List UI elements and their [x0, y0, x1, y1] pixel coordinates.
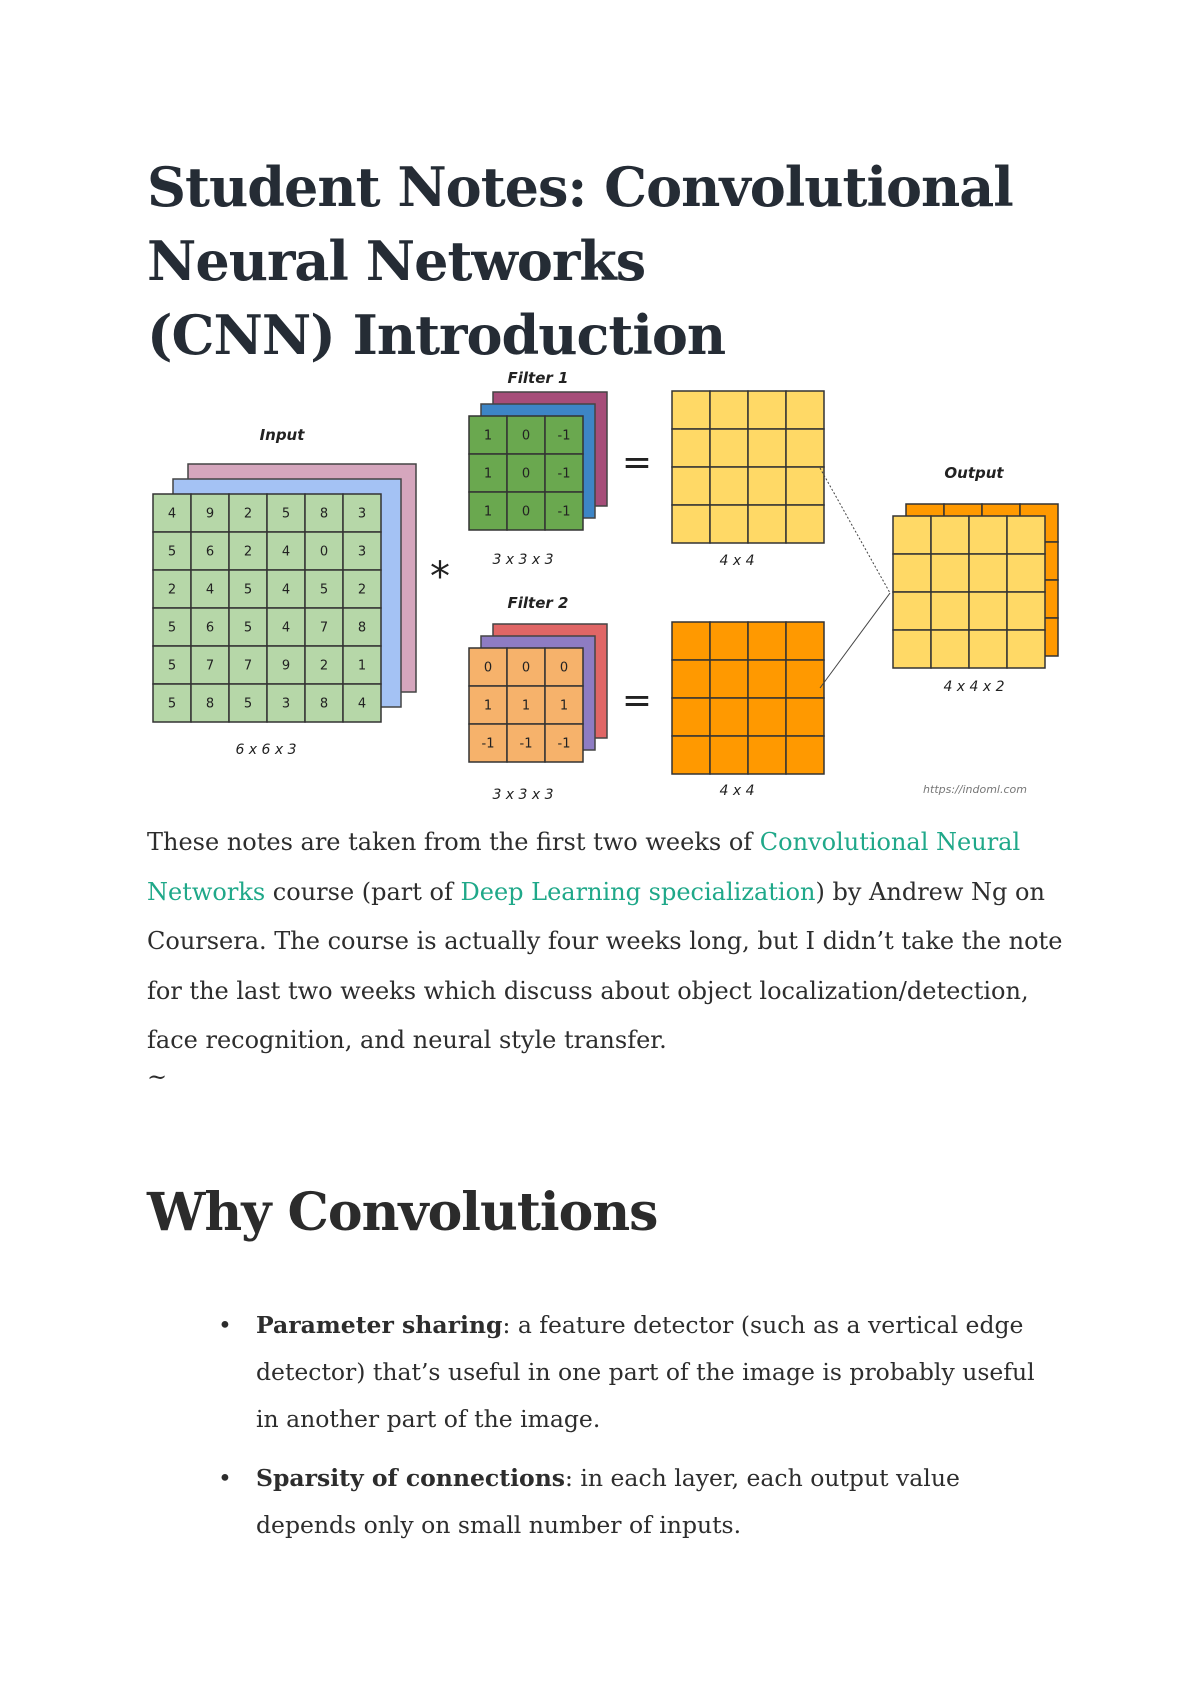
grid-cell: [786, 698, 824, 736]
grid-cell: [969, 630, 1007, 668]
grid-cell-value: 0: [521, 504, 531, 520]
grid-cell: [786, 505, 824, 543]
grid-cell: [931, 630, 969, 668]
grid-cell: [786, 429, 824, 467]
grid-cell-value: 8: [205, 696, 215, 712]
grid-cell-value: 5: [167, 696, 177, 712]
title-line-1: Student Notes: Convolutional: [147, 155, 1013, 219]
grid-cell-value: 2: [243, 544, 253, 560]
grid-cell: [672, 467, 710, 505]
grid-cell-value: 3: [281, 696, 291, 712]
grid-cell: [710, 391, 748, 429]
grid-cell: [672, 622, 710, 660]
output-label: Output: [944, 464, 1004, 482]
grid-cell: [931, 592, 969, 630]
grid-cell-value: 0: [483, 660, 493, 676]
grid-cell-value: -1: [557, 736, 571, 752]
grid-cell-value: 6: [205, 620, 215, 636]
grid-cell-value: 2: [319, 658, 329, 674]
intro-paragraph: [147, 818, 1067, 1066]
grid-cell: [893, 630, 931, 668]
equals-symbol-1: =: [621, 442, 653, 483]
grid-cell-value: -1: [519, 736, 533, 752]
grid-cell-value: 1: [357, 658, 367, 674]
grid-cell-value: 4: [281, 582, 291, 598]
grid-cell: [969, 592, 1007, 630]
input-label: Input: [259, 426, 305, 444]
grid-cell-value: 6: [205, 544, 215, 560]
grid-cell-value: 8: [357, 620, 367, 636]
filter-1-channel-front: [469, 416, 583, 530]
link-convolutional-neural-networks[interactable]: Convolutional Neural Networks: [147, 828, 1021, 906]
grid-cell-value: 9: [205, 506, 215, 522]
intro-text-3: ) by Andrew Ng on Coursera. The course is actually four weeks long, but I didn’t take the note for the last two weeks which discuss about object localization/detection, face recognition, and neural style transfer.: [147, 877, 1063, 1054]
bullet-text: : in each layer, each output value depends only on small number of inputs.: [256, 1464, 960, 1539]
grid-cell-value: 1: [521, 698, 531, 714]
filter-2-label: Filter 2: [507, 594, 569, 612]
grid-cell-value: -1: [557, 428, 571, 444]
convolve-symbol: *: [430, 554, 450, 600]
filter-2-volume: [469, 594, 607, 803]
grid-cell: [893, 554, 931, 592]
grid-cell: [672, 391, 710, 429]
grid-cell: [1007, 516, 1045, 554]
grid-cell-value: 5: [243, 696, 253, 712]
grid-cell: [969, 516, 1007, 554]
grid-cell: [748, 505, 786, 543]
grid-cell-value: 5: [167, 544, 177, 560]
grid-cell-value: 5: [243, 620, 253, 636]
section-heading-why-convolutions: Why Convolutions: [147, 1182, 658, 1243]
grid-cell: [893, 516, 931, 554]
grid-cell: [969, 554, 1007, 592]
grid-cell: [710, 736, 748, 774]
title-line-3: (CNN) Introduction: [147, 303, 726, 367]
grid-cell-value: 0: [319, 544, 329, 560]
grid-cell-value: 8: [319, 506, 329, 522]
grid-cell: [786, 660, 824, 698]
grid-cell-value: 0: [521, 466, 531, 482]
filter-1-label: Filter 1: [507, 369, 569, 387]
filter-2-dims-label: 3 x 3 x 3: [492, 787, 554, 803]
tilde-separator: ~: [147, 1063, 168, 1091]
result-2-dims-label: 4 x 4: [719, 783, 755, 799]
grid-cell-value: 4: [281, 620, 291, 636]
grid-cell: [748, 660, 786, 698]
input-dims-label: 6 x 6 x 3: [235, 742, 297, 758]
grid-cell: [786, 391, 824, 429]
bullet-term: Parameter sharing: [256, 1311, 503, 1339]
grid-cell-value: 0: [559, 660, 569, 676]
grid-cell: [748, 698, 786, 736]
grid-cell: [1007, 592, 1045, 630]
grid-cell: [748, 736, 786, 774]
filter-1-volume: [469, 369, 607, 568]
grid-cell: [672, 660, 710, 698]
grid-cell-value: -1: [481, 736, 495, 752]
grid-cell: [672, 736, 710, 774]
grid-cell: [786, 736, 824, 774]
grid-cell: [672, 698, 710, 736]
grid-cell-value: 8: [319, 696, 329, 712]
grid-cell: [786, 467, 824, 505]
grid-cell-value: 7: [243, 658, 253, 674]
result-2-map: [672, 622, 824, 774]
result-1-map: [672, 391, 824, 543]
grid-cell: [931, 554, 969, 592]
grid-cell-value: 0: [521, 660, 531, 676]
grid-cell: [893, 592, 931, 630]
grid-cell-value: 1: [559, 698, 569, 714]
connector-line-1: [820, 468, 890, 593]
grid-cell-value: 2: [243, 506, 253, 522]
grid-cell: [710, 467, 748, 505]
filter-2-channel-front: [469, 648, 583, 762]
grid-cell-value: 4: [205, 582, 215, 598]
list-item: [218, 1302, 1056, 1443]
source-url-watermark: https://indoml.com: [923, 783, 1027, 796]
grid-cell: [748, 391, 786, 429]
grid-cell-value: 5: [281, 506, 291, 522]
title-line-2: Neural Networks: [147, 229, 646, 293]
grid-cell-value: 7: [205, 658, 215, 674]
grid-cell: [710, 660, 748, 698]
grid-cell-value: 1: [483, 466, 493, 482]
grid-cell: [710, 429, 748, 467]
grid-cell: [931, 516, 969, 554]
grid-cell-value: -1: [557, 504, 571, 520]
bullet-glyph: •: [218, 1311, 232, 1339]
why-convolutions-list: [218, 1302, 1056, 1561]
grid-cell-value: 5: [243, 582, 253, 598]
bullet-glyph: •: [218, 1464, 232, 1492]
grid-cell: [748, 622, 786, 660]
grid-cell-value: 4: [357, 696, 367, 712]
grid-cell: [748, 429, 786, 467]
grid-cell: [1007, 630, 1045, 668]
grid-cell-value: 9: [281, 658, 291, 674]
output-channel-front: [893, 516, 1045, 668]
grid-cell-value: 1: [483, 504, 493, 520]
grid-cell-value: 3: [357, 506, 367, 522]
grid-cell: [786, 622, 824, 660]
bullet-text: : a feature detector (such as a vertical edge detector) that’s useful in one part of the image is probably useful in another part of the image.: [256, 1311, 1035, 1433]
grid-cell: [710, 698, 748, 736]
grid-cell: [672, 505, 710, 543]
output-volume: [893, 464, 1058, 695]
page-title: [147, 150, 1047, 372]
input-channel-front: [153, 494, 381, 722]
grid-cell-value: 2: [167, 582, 177, 598]
grid-cell-value: -1: [557, 466, 571, 482]
grid-cell: [748, 467, 786, 505]
grid-cell: [710, 505, 748, 543]
intro-text-2: course (part of: [265, 877, 461, 906]
grid-cell-value: 1: [483, 698, 493, 714]
grid-cell-value: 7: [319, 620, 329, 636]
grid-cell-value: 5: [319, 582, 329, 598]
cnn-convolution-figure: [140, 368, 1070, 808]
grid-cell: [710, 622, 748, 660]
list-item: [218, 1455, 1056, 1549]
intro-text-1: These notes are taken from the first two weeks of: [147, 828, 760, 856]
bullet-term: Sparsity of connections: [256, 1464, 566, 1492]
result-1-dims-label: 4 x 4: [719, 553, 755, 569]
connector-line-2: [820, 593, 890, 688]
grid-cell-value: 2: [357, 582, 367, 598]
grid-cell-value: 4: [167, 506, 177, 522]
grid-cell-value: 5: [167, 658, 177, 674]
input-volume: [153, 426, 416, 758]
output-dims-label: 4 x 4 x 2: [943, 679, 1005, 695]
filter-1-dims-label: 3 x 3 x 3: [492, 552, 554, 568]
grid-cell: [1007, 554, 1045, 592]
grid-cell-value: 4: [281, 544, 291, 560]
grid-cell-value: 3: [357, 544, 367, 560]
grid-cell-value: 0: [521, 428, 531, 444]
grid-cell-value: 1: [483, 428, 493, 444]
equals-symbol-2: =: [621, 680, 653, 721]
grid-cell: [672, 429, 710, 467]
grid-cell-value: 5: [167, 620, 177, 636]
link-deep-learning-specialization[interactable]: Deep Learning specialization: [460, 877, 816, 906]
